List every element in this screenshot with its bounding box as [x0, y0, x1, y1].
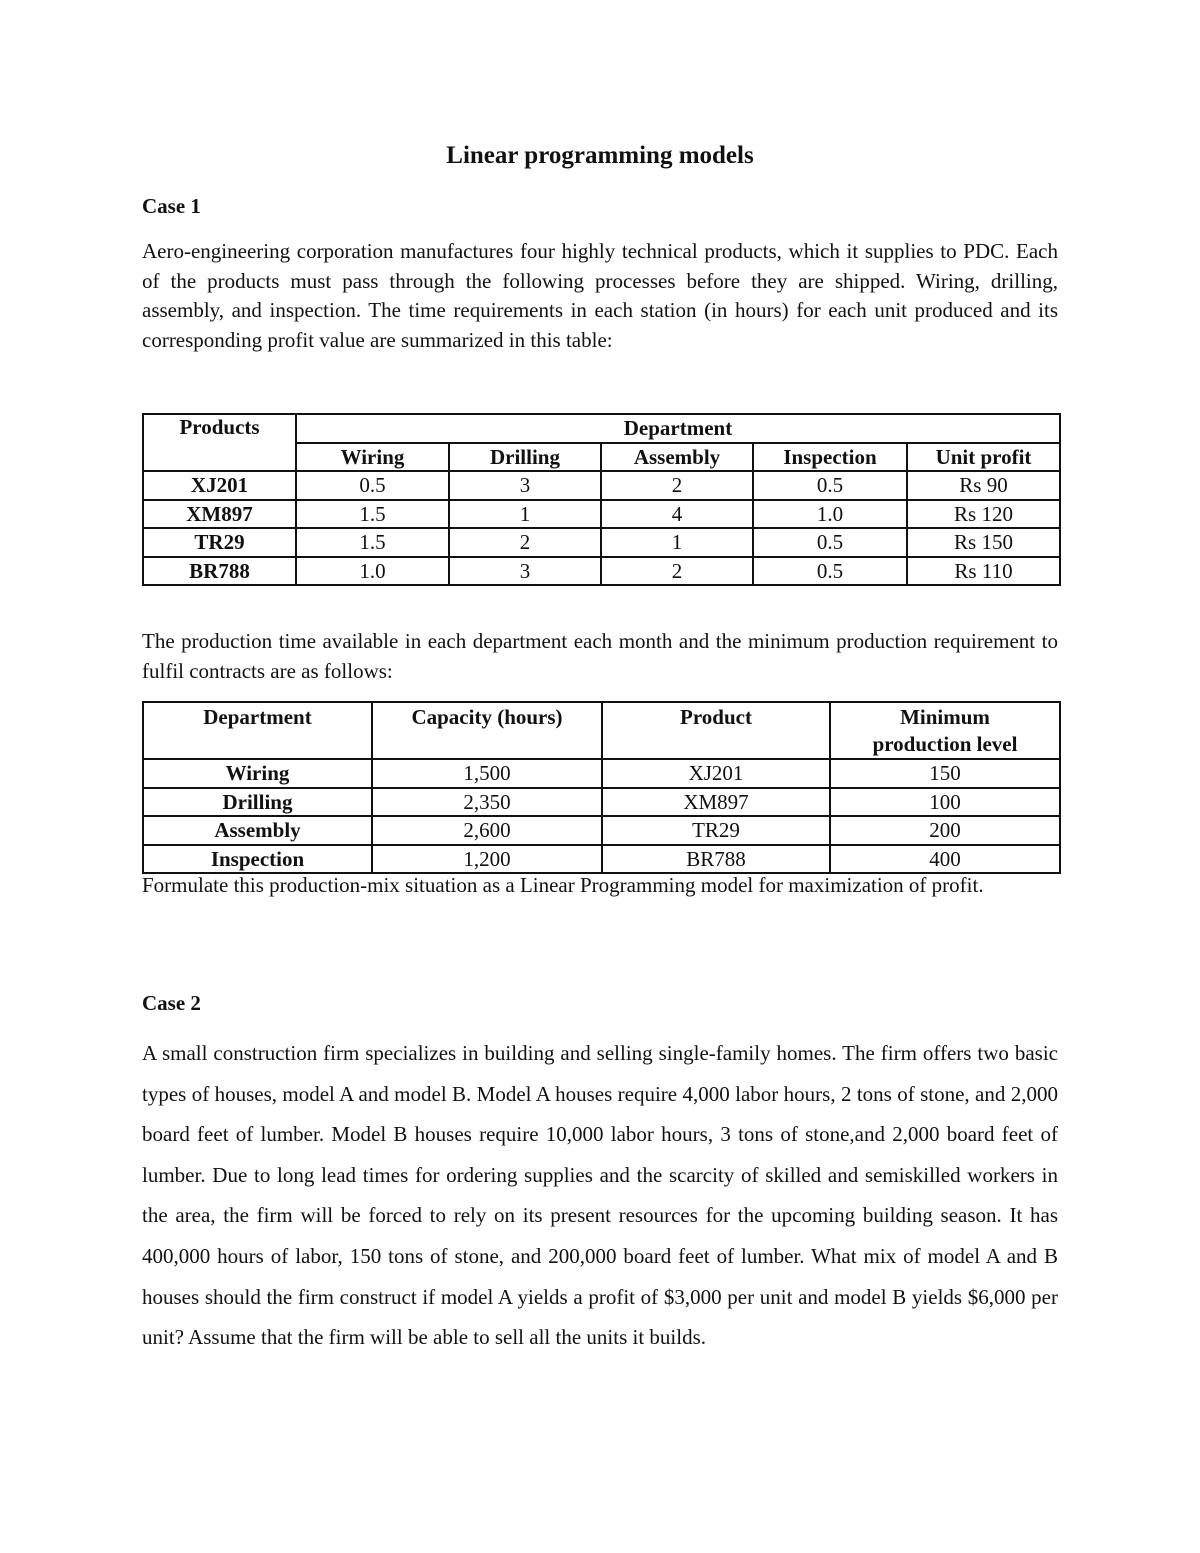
table-cell: 150: [830, 759, 1060, 788]
case-1-intro: Aero-engineering corporation manufactures four highly technical products, which it supplies to PDC. Each of the products must pass through the following processes before they are shipped. Wiring, drilling, assembly, and inspection. The time requirements in each station (in hours) for each unit produced and its corresponding profit value are summarized in this table:: [142, 239, 1058, 352]
product-name: BR788: [143, 557, 296, 586]
table-cell: 0.5: [296, 471, 449, 500]
table-cell: 0.5: [753, 557, 907, 586]
product-name: TR29: [143, 528, 296, 557]
column-header: Minimum production level: [830, 702, 1060, 759]
page-title: Linear programming models: [446, 142, 754, 169]
table-cell: 1.5: [296, 500, 449, 529]
table-cell: 1,200: [372, 845, 602, 874]
table-row: [143, 557, 1060, 586]
product-name: XM897: [143, 500, 296, 529]
table-cell: XJ201: [602, 759, 830, 788]
table-row: [143, 500, 1060, 529]
product-name: XJ201: [143, 471, 296, 500]
table-row: [143, 788, 1060, 817]
table-cell: 1.0: [296, 557, 449, 586]
products-header: Products: [143, 414, 296, 471]
department-name: Inspection: [143, 845, 372, 874]
column-header: Department: [143, 702, 372, 759]
table-row: [143, 528, 1060, 557]
case-1-task: Formulate this production-mix situation as a Linear Programming model for maximization of profit.: [142, 873, 984, 897]
table-cell: 2,600: [372, 816, 602, 845]
table-cell: BR788: [602, 845, 830, 874]
case-1-heading: Case 1: [142, 194, 201, 218]
table-cell: 1: [449, 500, 601, 529]
table-cell: 1.0: [753, 500, 907, 529]
table-row: [143, 816, 1060, 845]
table-cell: 2: [449, 528, 601, 557]
table-cell: 2,350: [372, 788, 602, 817]
column-header: Assembly: [601, 443, 753, 472]
table-cell: TR29: [602, 816, 830, 845]
column-header: Drilling: [449, 443, 601, 472]
table-cell: 100: [830, 788, 1060, 817]
time-requirements-table: [142, 413, 1061, 586]
case-1-middle-text: The production time available in each department each month and the minimum production requirement to fulfil contracts are as follows:: [142, 629, 1058, 683]
column-header: Capacity (hours): [372, 702, 602, 759]
table-cell: 0.5: [753, 528, 907, 557]
capacity-table: [142, 701, 1061, 874]
department-name: Drilling: [143, 788, 372, 817]
table-cell: 1.5: [296, 528, 449, 557]
table-cell: Rs 110: [907, 557, 1060, 586]
column-header: Unit profit: [907, 443, 1060, 472]
table-cell: XM897: [602, 788, 830, 817]
table-cell: 1: [601, 528, 753, 557]
department-header: Department: [296, 414, 1060, 443]
table-cell: 200: [830, 816, 1060, 845]
case-2-heading: Case 2: [142, 991, 201, 1015]
table-cell: 0.5: [753, 471, 907, 500]
column-header: Product: [602, 702, 830, 759]
table-row: [143, 471, 1060, 500]
table-row: [143, 759, 1060, 788]
table-cell: 4: [601, 500, 753, 529]
table-cell: 2: [601, 471, 753, 500]
table-row: [143, 845, 1060, 874]
table-cell: Rs 90: [907, 471, 1060, 500]
case-2-text: A small construction firm specializes in building and selling single-family homes. The firm offers two basic types of houses, model A and model B. Model A houses require 4,000 labor hours, 2 tons of stone, and 2,000 board feet of lumber. Model B houses require 10,000 labor hours, 3 tons of stone,and 2,000 board feet of lumber. Due to long lead times for ordering supplies and the scarcity of skilled and semiskilled workers in the area, the firm will be forced to rely on its present resources for the upcoming building season. It has 400,000 hours of labor, 150 tons of stone, and 200,000 board feet of lumber. What mix of model A and B houses should the firm construct if model A yields a profit of $3,000 per unit and model B yields $6,000 per unit? Assume that the firm will be able to sell all the units it builds.: [142, 1041, 1058, 1350]
column-header: Wiring: [296, 443, 449, 472]
department-name: Wiring: [143, 759, 372, 788]
table-cell: Rs 120: [907, 500, 1060, 529]
table-cell: 2: [601, 557, 753, 586]
table-cell: 3: [449, 471, 601, 500]
column-header: Inspection: [753, 443, 907, 472]
table-cell: 1,500: [372, 759, 602, 788]
table-cell: Rs 150: [907, 528, 1060, 557]
table-cell: 3: [449, 557, 601, 586]
table-cell: 400: [830, 845, 1060, 874]
department-name: Assembly: [143, 816, 372, 845]
